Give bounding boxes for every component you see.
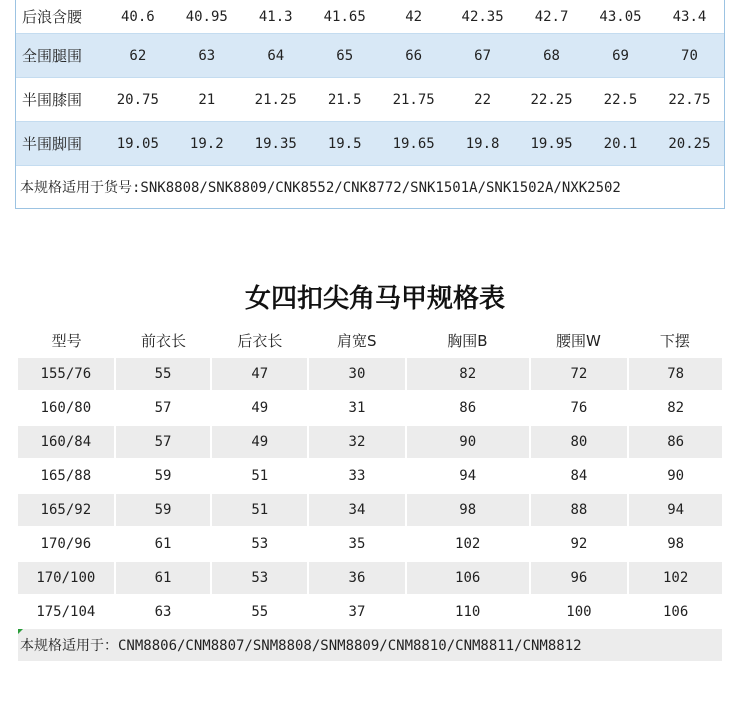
table-cell: 106 <box>407 562 529 594</box>
table-cell: 70 <box>681 47 698 64</box>
table-cell: 20.75 <box>116 91 159 108</box>
table-cell: 34 <box>309 494 405 526</box>
table-cell: 19.5 <box>327 135 362 152</box>
corner-marker <box>18 629 23 634</box>
table-cell: 21.25 <box>254 91 297 108</box>
table-cell: 22.25 <box>530 91 573 108</box>
table-cell: 19.05 <box>116 135 159 152</box>
vest-table-note: 本规格适用于：CNM8806/CNM8807/SNM8808/SNM8809/CNM8810/CNM8811/CNM8812 <box>18 629 722 661</box>
table-cell: 20.25 <box>668 135 711 152</box>
table-cell: 64 <box>267 47 285 64</box>
table-cell: 31 <box>348 400 366 416</box>
table-cell: 90 <box>407 426 529 458</box>
table-cell: 41.3 <box>258 8 293 25</box>
table-cell: 40.95 <box>185 8 228 25</box>
column-header: 胸围B <box>447 331 488 350</box>
table-cell: 100 <box>566 604 592 620</box>
table-cell: 30 <box>309 358 405 390</box>
table-cell: 19.35 <box>254 135 297 152</box>
row-label: 半围脚围 <box>22 135 83 153</box>
table-cell: 76 <box>570 400 588 416</box>
table-cell: 53 <box>212 562 307 594</box>
table-cell: 19.2 <box>189 135 224 152</box>
table-cell: 19.8 <box>465 135 500 152</box>
table-cell: 88 <box>531 494 628 526</box>
table-cell: 65 <box>336 47 354 64</box>
column-header: 腰围W <box>556 331 601 350</box>
table-cell: 59 <box>154 468 172 484</box>
table-cell: 86 <box>629 426 722 458</box>
table-cell: 63 <box>198 47 216 64</box>
table-cell: 53 <box>251 536 269 552</box>
table-row <box>16 122 724 166</box>
table-cell: 170/100 <box>18 562 114 594</box>
table-cell: 78 <box>629 358 722 390</box>
table-cell: 40.6 <box>120 8 155 25</box>
table-cell: 43.4 <box>672 8 707 25</box>
table-cell: 55 <box>251 604 269 620</box>
table-cell: 33 <box>348 468 366 484</box>
table-cell: 98 <box>407 494 529 526</box>
row-label: 半围膝围 <box>22 91 83 109</box>
table-cell: 22.5 <box>603 91 638 108</box>
table-cell: 42.35 <box>461 8 504 25</box>
table-cell: 61 <box>154 536 172 552</box>
row-label: 后浪含腰 <box>22 8 83 26</box>
table-cell: 84 <box>570 468 588 484</box>
table-cell: 69 <box>612 47 629 64</box>
table-row <box>16 78 724 122</box>
table-cell: 22 <box>474 91 492 108</box>
table-cell: 37 <box>348 604 366 620</box>
table-row <box>18 459 722 493</box>
table-cell: 19.95 <box>530 135 573 152</box>
table-cell: 82 <box>407 358 529 390</box>
table-cell: 21.75 <box>392 91 435 108</box>
table-cell: 175/104 <box>36 604 96 620</box>
vest-size-table <box>18 323 722 629</box>
table-cell: 21 <box>198 91 216 108</box>
table-cell: 51 <box>212 494 307 526</box>
table-cell: 66 <box>405 47 423 64</box>
table-row <box>18 493 722 527</box>
table-cell: 68 <box>543 47 560 64</box>
table-cell: 170/96 <box>40 536 92 552</box>
table-cell: 92 <box>570 536 588 552</box>
row-label: 全围腿围 <box>22 47 83 65</box>
table-row <box>18 595 722 629</box>
table-cell: 42 <box>405 8 423 25</box>
table-row <box>18 391 722 425</box>
column-header: 前衣长 <box>141 331 187 350</box>
table-cell: 102 <box>455 536 481 552</box>
table-cell: 165/88 <box>40 468 92 484</box>
table-cell: 61 <box>116 562 211 594</box>
table-row <box>18 527 722 561</box>
table-cell: 82 <box>667 400 685 416</box>
table-cell: 72 <box>531 358 628 390</box>
table-cell: 86 <box>459 400 477 416</box>
table-cell: 160/80 <box>40 400 92 416</box>
column-header: 肩宽S <box>336 331 377 350</box>
column-header: 后衣长 <box>237 331 283 350</box>
table-cell: 102 <box>629 562 722 594</box>
table-cell: 49 <box>251 400 269 416</box>
table-cell: 80 <box>531 426 628 458</box>
table-cell: 20.1 <box>603 135 638 152</box>
table-cell: 21.5 <box>327 91 362 108</box>
table-cell: 90 <box>667 468 685 484</box>
table-row <box>16 34 724 78</box>
table-cell: 49 <box>212 426 307 458</box>
table-cell: 96 <box>531 562 628 594</box>
table-cell: 57 <box>154 400 172 416</box>
table-cell: 47 <box>212 358 307 390</box>
pants-size-table <box>15 0 725 209</box>
table-cell: 42.7 <box>534 8 569 25</box>
table-row <box>16 0 724 34</box>
column-header: 下摆 <box>659 331 690 350</box>
table-header-row <box>18 323 722 357</box>
table-cell: 63 <box>154 604 172 620</box>
column-header: 型号 <box>51 331 82 350</box>
table-cell: 59 <box>116 494 211 526</box>
table-cell: 67 <box>474 47 492 64</box>
table-cell: 51 <box>251 468 269 484</box>
table-cell: 155/76 <box>18 358 114 390</box>
table-cell: 160/84 <box>18 426 114 458</box>
table-cell: 94 <box>459 468 477 484</box>
table-cell: 165/92 <box>18 494 114 526</box>
table-cell: 35 <box>348 536 366 552</box>
table-cell: 55 <box>116 358 211 390</box>
table-row <box>18 357 722 391</box>
table-row <box>18 425 722 459</box>
pants-table-note: 本规格适用于货号:SNK8808/SNK8809/CNK8552/CNK8772/SNK1501A/SNK1502A/NXK2502 <box>20 180 621 196</box>
table-cell: 106 <box>662 604 689 620</box>
table-cell: 22.75 <box>668 91 711 108</box>
table-cell: 32 <box>309 426 405 458</box>
table-cell: 57 <box>116 426 211 458</box>
vest-table-title: 女四扣尖角马甲规格表 <box>244 284 505 314</box>
table-cell: 43.05 <box>599 8 642 25</box>
table-cell: 19.65 <box>392 135 435 152</box>
table-row <box>18 561 722 595</box>
table-cell: 62 <box>129 47 147 64</box>
table-cell: 94 <box>629 494 722 526</box>
table-cell: 36 <box>309 562 405 594</box>
table-cell: 110 <box>455 604 481 620</box>
table-cell: 98 <box>667 536 685 552</box>
table-cell: 41.65 <box>323 8 366 25</box>
